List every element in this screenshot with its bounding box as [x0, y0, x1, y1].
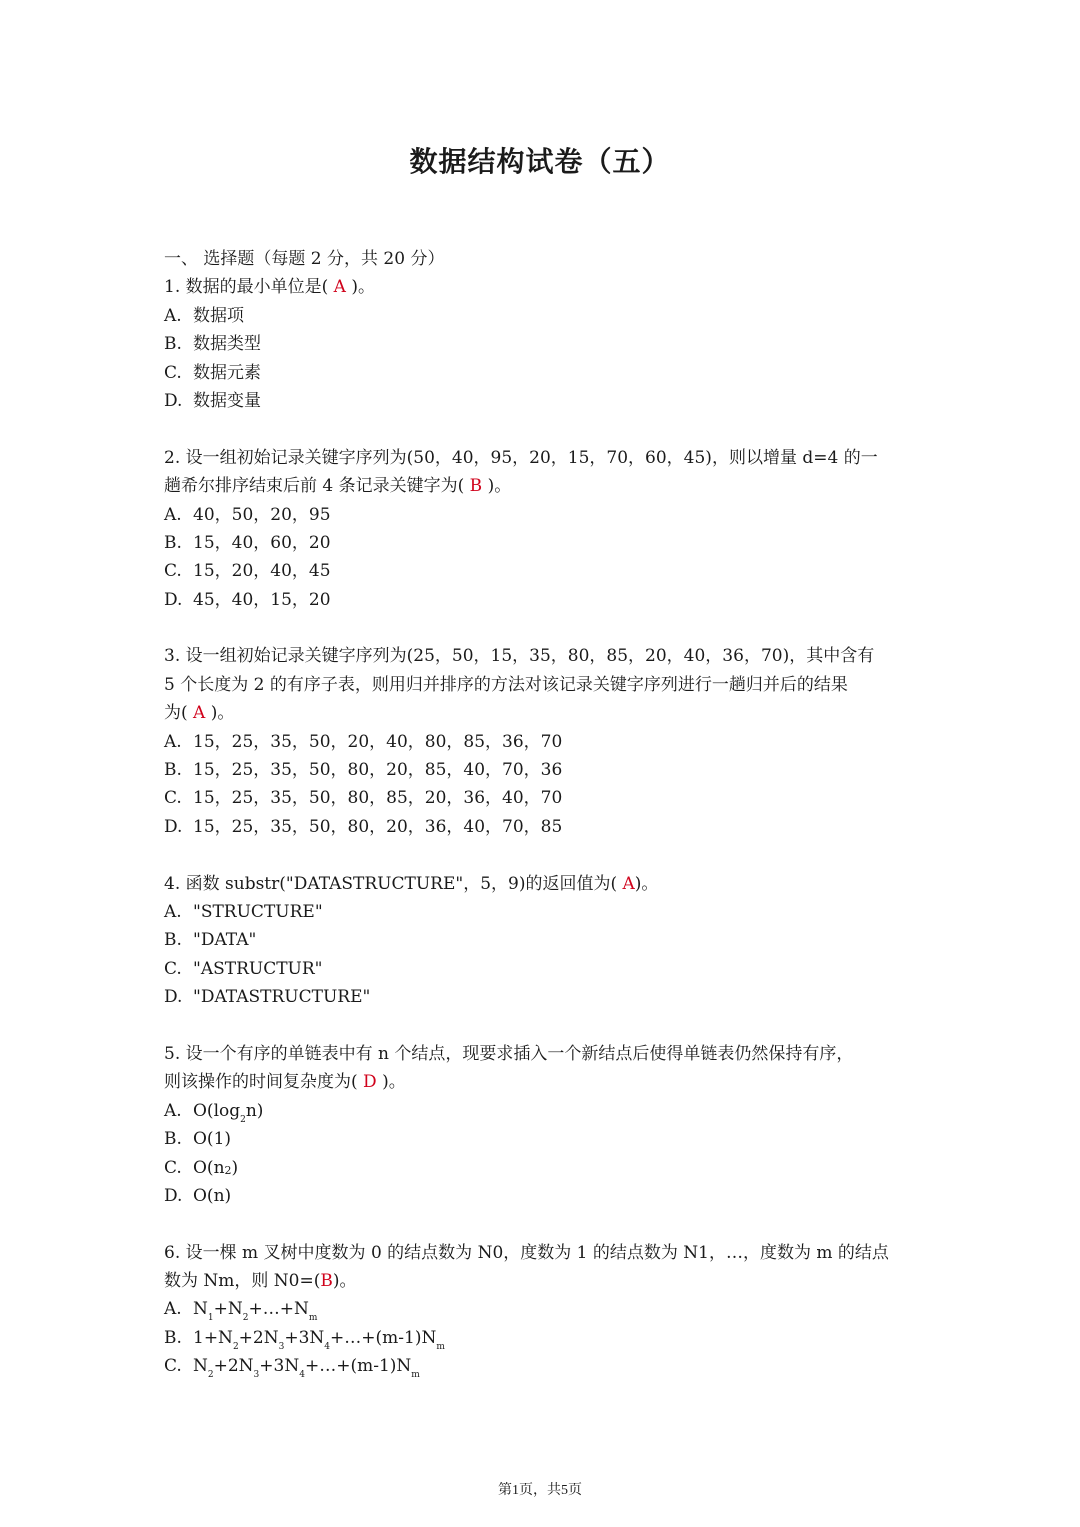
option-c: C. "ASTRUCTUR" — [164, 958, 323, 979]
question-6-cont: 数为 Nm，则 N0=(B)。 — [164, 1271, 357, 1292]
question-3: 3. 设一组初始记录关键字序列为(25，50，15，35，80，85，20，40，36，70)，其中含有 — [164, 646, 875, 667]
question-5: 5. 设一个有序的单链表中有 n 个结点，现要求插入一个新结点后使得单链表仍然保持有序， — [164, 1043, 854, 1064]
option-c: C. $N_2+2N_3+3N_4+\dots+(m-1)N_m$ — [164, 1356, 420, 1381]
section-heading: 一、 选择题（每题 2 分，共 20 分） — [164, 249, 445, 269]
option-b: B. O(1) — [164, 1129, 232, 1150]
option-a: A. $O(\log_2n)$ — [164, 1100, 264, 1125]
question-text: )。 — [351, 277, 375, 298]
answer-mark: A — [187, 703, 211, 724]
question-1 — [164, 273, 924, 301]
question-6: 6. 设一棵 m 叉树中度数为 0 的结点数为 N0，度数为 1 的结点数为 N1，…，度数为 m 的结点 — [164, 1242, 889, 1263]
option-c: C. 数据元素 — [164, 362, 261, 383]
option-b: B. "DATA" — [164, 930, 257, 951]
option-a: A. 40，50，20，95 — [164, 504, 331, 525]
question-2: 2. 设一组初始记录关键字序列为(50，40，95，20，15，70，60，45)，则以增量 d=4 的一 — [164, 447, 878, 468]
option-c: C. 15，25，35，50，80，85，20，36，40，70 — [164, 788, 563, 809]
answer-mark: D — [357, 1072, 383, 1093]
question-2-cont: 趟希尔排序结束后前 4 条记录关键字为( B )。 — [164, 476, 512, 497]
question-4: 4. 函数 substr("DATASTRUCTURE"，5，9)的返回值为( A)。 — [164, 873, 659, 894]
option-c: C. $O(n^2)$ — [164, 1157, 239, 1178]
question-3-cont: 为( A )。 — [164, 703, 235, 724]
option-d: D. "DATASTRUCTURE" — [164, 987, 371, 1008]
option-d: D. 15，25，35，50，80，20，36，40，70，85 — [164, 816, 563, 837]
answer-mark: A — [617, 873, 635, 894]
exam-content — [164, 245, 924, 1381]
option-d: D. 数据变量 — [164, 390, 261, 411]
option-b: B. 数据类型 — [164, 334, 261, 355]
option-a: A. 数据项 — [164, 305, 244, 326]
option-a: A. "STRUCTURE" — [164, 901, 323, 922]
question-text: 1. 数据的最小单位是( — [164, 277, 329, 298]
option-b: B. $1+N_2+2N_3+3N_4+\dots+(m-1)N_m$ — [164, 1327, 445, 1352]
option-b: B. 15，40，60，20 — [164, 532, 331, 553]
page-title: 数据结构试卷（五） — [409, 145, 671, 178]
option-b: B. 15，25，35，50，80，20，85，40，70，36 — [164, 760, 563, 781]
question-5-cont: 则该操作的时间复杂度为( D )。 — [164, 1072, 406, 1093]
option-d: D. 45，40，15，20 — [164, 589, 331, 610]
answer-mark: B — [320, 1271, 333, 1292]
option-d: D. O(n) — [164, 1185, 232, 1206]
page-footer: 第1页，共5页 — [498, 1483, 582, 1498]
option-a: A. $N_1+N_2+\dots+N_m$ — [164, 1299, 318, 1324]
option-a: A. 15，25，35，50，20，40，80，85，36，70 — [164, 731, 563, 752]
answer-mark: B — [464, 476, 488, 497]
option-c: C. 15，20，40，45 — [164, 561, 331, 582]
answer-mark: A — [328, 277, 352, 298]
question-3-cont: 5 个长度为 2 的有序子表，则用归并排序的方法对该记录关键字序列进行一趟归并后的结果 — [164, 674, 848, 695]
